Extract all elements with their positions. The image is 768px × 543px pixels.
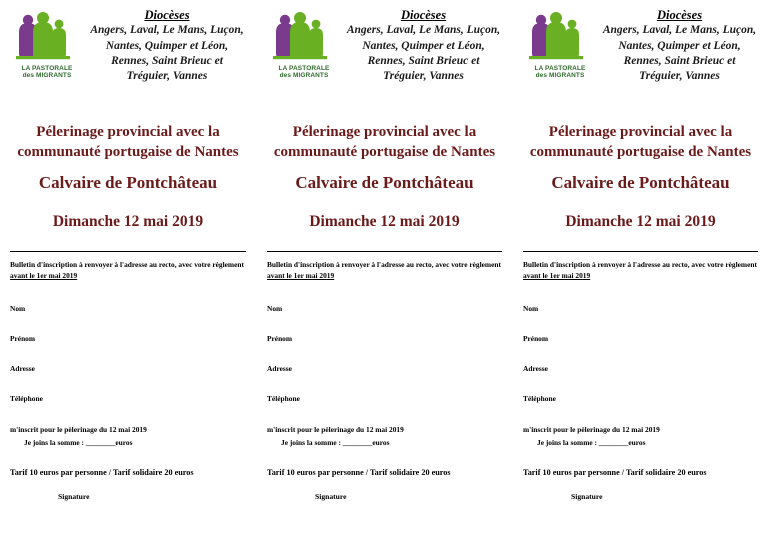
event-date: Dimanche 12 mai 2019 — [52, 212, 204, 230]
flyer-panel — [256, 0, 512, 543]
family-figures-icon — [10, 12, 84, 64]
event-place: Calvaire de Pontchâteau — [551, 172, 730, 192]
flyer-header — [10, 6, 246, 114]
form-note-deadline: avant le 1er mai 2019 — [267, 271, 335, 280]
field-label-prenom[interactable]: Prénom — [267, 334, 293, 344]
dioceses-list: Angers, Laval, Le Mans, Luçon, Nantes, Quimper et Léon, Rennes, Saint Brieuc et Tréguier, Vannes — [90, 24, 244, 82]
pastorale-logo — [523, 6, 597, 80]
flyer-header — [523, 6, 758, 114]
event-place: Calvaire de Pontchâteau — [38, 172, 218, 192]
event-date: Dimanche 12 mai 2019 — [565, 212, 716, 230]
pastorale-logo — [10, 6, 84, 80]
dioceses-title: Diocèses — [144, 8, 190, 22]
family-figures-icon — [267, 12, 341, 64]
field-label-adresse[interactable]: Adresse — [10, 364, 35, 374]
field-label-adresse[interactable]: Adresse — [523, 364, 548, 374]
tarif-line: Tarif 10 euros par personne / Tarif solidaire 20 euros — [523, 468, 707, 478]
form-note-deadline: avant le 1er mai 2019 — [523, 271, 591, 280]
tarif-line: Tarif 10 euros par personne / Tarif solidaire 20 euros — [267, 468, 451, 478]
inscription-block — [523, 424, 758, 449]
divider — [523, 251, 758, 252]
dioceses-block — [88, 6, 246, 84]
signature-label[interactable]: Signature — [571, 492, 603, 502]
divider — [10, 251, 246, 252]
payment-line[interactable]: Je joins la somme : ________euros — [24, 437, 133, 447]
page-title: Pélerinage provincial avec la communauté portugaise de Nantes — [17, 124, 239, 161]
dioceses-list: Angers, Laval, Le Mans, Luçon, Nantes, Quimper et Léon, Rennes, Saint Brieuc et Tréguier, Vannes — [346, 24, 501, 82]
logo-line-1: LA PASTORALE — [534, 65, 586, 72]
form-note — [10, 259, 246, 281]
flyer-header — [267, 6, 502, 114]
field-label-nom[interactable]: Nom — [10, 304, 26, 314]
logo-line-2: des MIGRANTS — [535, 72, 585, 80]
flyer-panel — [0, 0, 256, 543]
dioceses-list: Angers, Laval, Le Mans, Luçon, Nantes, Quimper et Léon, Rennes, Saint Brieuc et Tréguier, Vannes — [602, 24, 757, 82]
flyer-panel — [512, 0, 768, 543]
field-label-telephone[interactable]: Téléphone — [523, 394, 556, 404]
payment-line[interactable]: Je joins la somme : ________euros — [537, 437, 646, 447]
family-figures-icon — [523, 12, 597, 64]
field-label-telephone[interactable]: Téléphone — [267, 394, 300, 404]
logo-line-2: des MIGRANTS — [279, 72, 329, 80]
logo-wordmark — [523, 65, 597, 80]
field-label-prenom[interactable]: Prénom — [10, 334, 36, 344]
signature-label[interactable]: Signature — [58, 492, 90, 502]
field-label-nom[interactable]: Nom — [523, 304, 539, 314]
logo-line-1: LA PASTORALE — [278, 65, 330, 72]
event-date: Dimanche 12 mai 2019 — [309, 212, 460, 230]
logo-line-1: LA PASTORALE — [21, 65, 73, 72]
logo-wordmark — [267, 65, 341, 80]
logo-line-2: des MIGRANTS — [22, 72, 72, 80]
form-note — [523, 259, 758, 281]
form-note-text: Bulletin d'inscription à renvoyer à l'adresse au recto, avec votre règlement — [523, 259, 757, 269]
payment-line[interactable]: Je joins la somme : ________euros — [281, 437, 390, 447]
field-label-telephone[interactable]: Téléphone — [10, 394, 43, 404]
field-label-nom[interactable]: Nom — [267, 304, 283, 314]
logo-wordmark — [10, 65, 84, 80]
form-note-deadline: avant le 1er mai 2019 — [10, 271, 78, 280]
dioceses-block — [345, 6, 502, 84]
pastorale-logo — [267, 6, 341, 80]
inscription-line: m'inscrit pour le pèlerinage du 12 mai 2019 — [10, 425, 147, 435]
dioceses-title: Diocèses — [400, 8, 447, 22]
field-label-adresse[interactable]: Adresse — [267, 364, 292, 374]
page-title: Pélerinage provincial avec la communauté portugaise de Nantes — [529, 124, 752, 161]
form-note-text: Bulletin d'inscription à renvoyer à l'adresse au recto, avec votre règlement — [267, 259, 501, 269]
event-place: Calvaire de Pontchâteau — [295, 172, 474, 192]
inscription-block — [267, 424, 502, 449]
form-note — [267, 259, 502, 281]
inscription-line: m'inscrit pour le pèlerinage du 12 mai 2019 — [523, 425, 660, 435]
inscription-line: m'inscrit pour le pèlerinage du 12 mai 2019 — [267, 425, 404, 435]
dioceses-block — [601, 6, 758, 84]
signature-label[interactable]: Signature — [315, 492, 347, 502]
tarif-line: Tarif 10 euros par personne / Tarif solidaire 20 euros — [10, 468, 194, 478]
divider — [267, 251, 502, 252]
field-label-prenom[interactable]: Prénom — [523, 334, 549, 344]
dioceses-title: Diocèses — [656, 8, 703, 22]
inscription-block — [10, 424, 246, 449]
form-note-text: Bulletin d'inscription à renvoyer à l'adresse au recto, avec votre règlement — [10, 259, 244, 269]
page-title: Pélerinage provincial avec la communauté portugaise de Nantes — [273, 124, 496, 161]
